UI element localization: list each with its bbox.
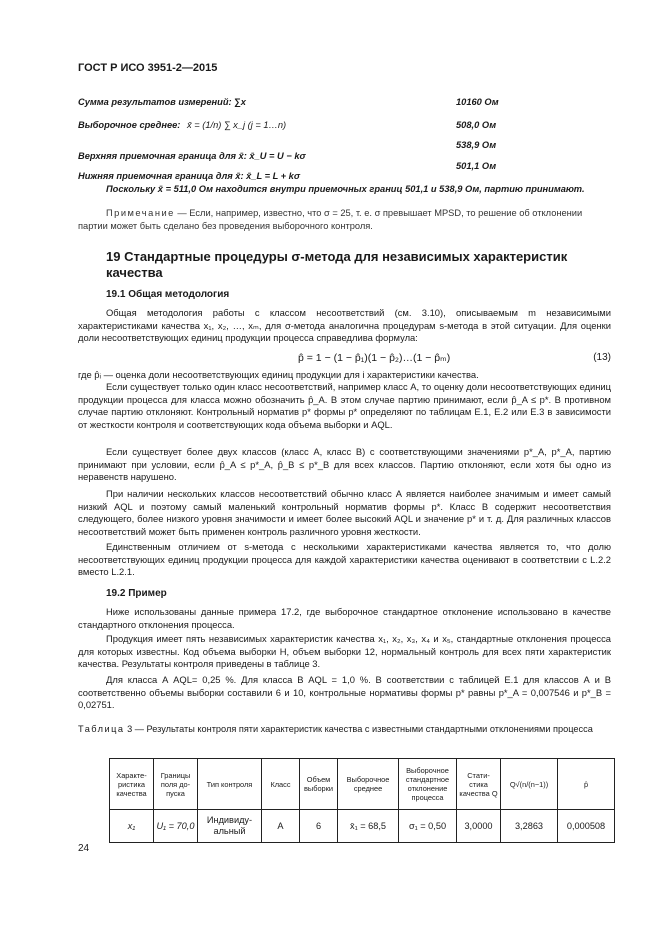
upper-value: 538,9 Ом bbox=[456, 140, 497, 150]
table-header: Объем выборки bbox=[300, 759, 338, 810]
section-19-2-paragraph-1: Ниже использованы данные примера 17.2, где выборочное стандартное отклонение использовано в качестве стандартного отклонения процесса. bbox=[78, 606, 611, 630]
table-header: Выборочное среднее bbox=[338, 759, 399, 810]
note-text: — Если, например, известно, что σ = 25, т. е. σ превышает MPSD, то решение об отклонении партии может быть сделано без проведения выборочного контроля. bbox=[78, 208, 583, 231]
section-19-1-paragraph-4: Если существует более двух классов (класс А, класс В) с соответствующими значениями p*_A, p*_A, партию принимают при условии, если p̂_A ≤ p*_A, p̂_B ≤ p*_B для всех классов. Партию отклоняют, если хотя бы одно из неравенств нарушено. bbox=[78, 446, 611, 482]
section-19-2-paragraph-2: Продукция имеет пять независимых характеристик качества x₁, x₂, x₃, x₄ и x₅, стандартные отклонения процесса для которых известны. Код объема выборки Н, объем выборки 12, нормальный контроль для всех пяти характеристик качества. Результаты контроля приведены в таблице 3. bbox=[78, 633, 611, 669]
section-19-2-paragraph-3: Для класса А AQL= 0,25 %. Для класса В AQL = 1,0 %. В соответствии с таблицей Е.1 для классов А и В соответственно объемы выборки составили 6 и 10, контрольные нормативы формы p* равны p*_A = 0,007546 и p*_B = 0,02751. bbox=[78, 674, 611, 710]
table-cell: 3,2863 bbox=[501, 810, 558, 843]
sum-value: 10160 Ом bbox=[456, 97, 499, 107]
section-19-2-title: 19.2 Пример bbox=[106, 588, 167, 599]
section-19-1-paragraph-5: При наличии нескольких классов несоответствий обычно класс А является наиболее значимым и имеет самый низкий AQL и поэтому самый маленький контрольный норматив формы p*. Класс В содержит несоответствия следующего, более низкого уровня значимости и имеет более высокий AQL и значение p* и т. д. Для различных классов несоответствий может быть применен контроль различного уровня жесткости. bbox=[78, 488, 611, 537]
lower-label: Нижняя приемочная граница для x̄: x̄_L = L + kσ bbox=[78, 171, 301, 181]
table-cell: А bbox=[262, 810, 300, 843]
table-header-row bbox=[110, 759, 615, 810]
table-cell: 3,0000 bbox=[457, 810, 501, 843]
section-19-1-paragraph-3: Если существует только один класс несоответствий, например класс А, то оценку доли несоответствующих единиц продукции процесса для класса можно обозначить p̂_A. В этом случае партию принимают, если p̂_A ≤ p*. В противном случае партию отклоняют. Контрольный норматив p* формы p* определяют по таблицам Е.1, Е.2 или Е.3 в зависимости от жесткости контроля и соответствующих кода объема выборки и AQL. bbox=[78, 381, 611, 430]
lower-value: 501,1 Ом bbox=[456, 161, 497, 171]
mean-formula: x̄ = (1/n) ∑ x_j (j = 1…n) bbox=[186, 120, 287, 130]
table-cell: x̄₁ = 68,5 bbox=[338, 810, 399, 843]
formula-text: p̂ = 1 − (1 − p̂₁)(1 − p̂₂)…(1 − p̂ₘ) bbox=[298, 352, 451, 364]
mean-row bbox=[78, 120, 613, 130]
results-table bbox=[109, 758, 615, 843]
table-header: Границы поля до-пуска bbox=[154, 759, 198, 810]
table-header: Стати-стика качества Q bbox=[457, 759, 501, 810]
note-label: Примечание bbox=[106, 208, 175, 218]
table-header: Класс bbox=[262, 759, 300, 810]
formula-number: (13) bbox=[593, 352, 611, 363]
note bbox=[78, 207, 611, 232]
table-cell: x₁ bbox=[110, 810, 154, 843]
table-header: Характе-ристика качества bbox=[110, 759, 154, 810]
section-19-1-paragraph-2: где p̂ᵢ — оценка доли несоответствующих единиц продукции для i характеристики качества. bbox=[78, 369, 479, 380]
table-cell: 6 bbox=[300, 810, 338, 843]
table-header: Тип контроля bbox=[198, 759, 262, 810]
table-header: p̂ bbox=[558, 759, 615, 810]
sum-label: Сумма результатов измерений: ∑x bbox=[78, 97, 246, 107]
conclusion: Поскольку x̄ = 511,0 Ом находится внутри приемочных границ 501,1 и 538,9 Ом, партию принимают. bbox=[106, 184, 585, 194]
table-row bbox=[110, 810, 615, 843]
mean-value: 508,0 Ом bbox=[456, 120, 497, 130]
table-cell: 0,000508 bbox=[558, 810, 615, 843]
table-caption bbox=[78, 723, 611, 735]
table-cell: Индивиду-альный bbox=[198, 810, 262, 843]
table-cell: σ₁ = 0,50 bbox=[399, 810, 457, 843]
table-header: Выборочное стандартное отклонение процесса bbox=[399, 759, 457, 810]
table-cell: U₁ = 70,0 bbox=[154, 810, 198, 843]
upper-label: Верхняя приемочная граница для x̄: x̄_U = U − kσ bbox=[78, 151, 306, 161]
table-caption-label: Таблица bbox=[78, 724, 125, 734]
table-caption-text: 3 — Результаты контроля пяти характеристик качества с известными стандартными отклонениями процесса bbox=[124, 724, 593, 734]
mean-label: Выборочное среднее: bbox=[78, 120, 181, 130]
section-19-1-title: 19.1 Общая методология bbox=[106, 289, 230, 300]
page-number: 24 bbox=[78, 843, 90, 854]
section-19-1-paragraph-1: Общая методология работы с классом несоответствий (см. 3.10), описываемым m независимыми характеристиками качества x₁, x₂, …, xₘ, для σ-метода аналогична процедурам s-метода в этой ситуации. Для оценки доли несоответствующих единиц продукции процесса справедлива формула: bbox=[78, 307, 611, 343]
section-19-1-paragraph-6: Единственным отличием от s-метода с несколькими характеристиками качества является то, что долю несоответствующих единиц продукции процесса для каждой характеристики качества оценивают в соответствии с L.2.2 вместо L.2.1. bbox=[78, 541, 611, 577]
table-header: Q√(n/(n−1)) bbox=[501, 759, 558, 810]
sum-row bbox=[78, 97, 613, 107]
document-code: ГОСТ Р ИСО 3951-2—2015 bbox=[78, 62, 218, 74]
section-19-title: 19 Стандартные процедуры σ-метода для независимых характеристик качества bbox=[106, 249, 568, 280]
